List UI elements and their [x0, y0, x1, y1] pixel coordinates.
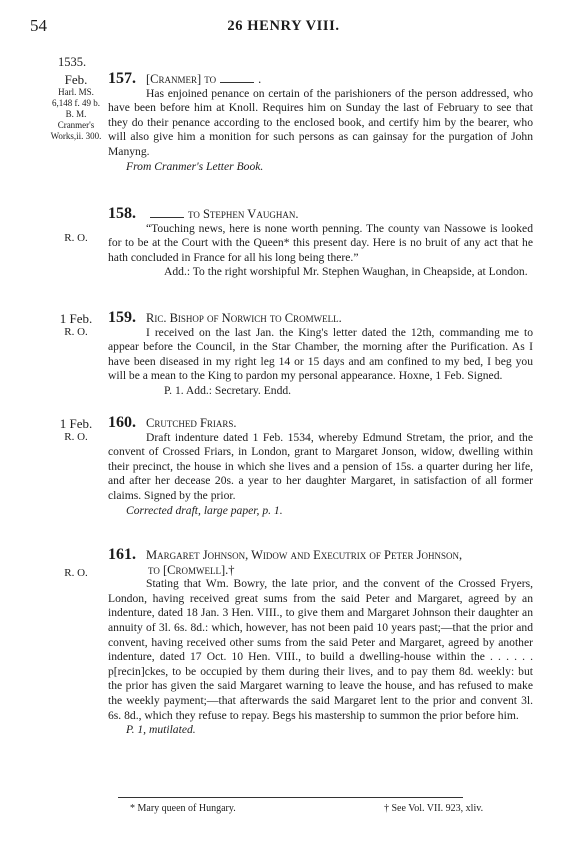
entry-heading: Ric. Bishop of Norwich to Cromwell. — [146, 311, 342, 325]
margin-ref: Cranmer's — [57, 120, 95, 130]
margin-note-157 — [34, 72, 118, 142]
footnote-divider — [118, 797, 463, 798]
entry-body: Has enjoined penance on certain of the parishioners of the person addressed, who have been before him at Knoll. Requires him on Sunday the last of February to see that they do their penance according to the enclosed book, and certify him by the bearer, who will also give him a monition for such persons as can gainsay for the purgation of John Manyng. — [108, 86, 533, 158]
heading-end: . — [258, 72, 262, 86]
margin-ref: R. O. — [64, 567, 88, 579]
margin-note-158 — [34, 232, 118, 244]
margin-note-161 — [34, 567, 118, 579]
entry-body: I received on the last Jan. the King's letter dated the 12th, commanding me to appear before the Council, in the Star Chamber, the morning after the Purification. As I have been diseased in my right leg 14 or 15 days and am confined to my bed, I beg you will be a mean to the King to pardon my personal appearance. Hoxne, 1 Feb. Signed. — [108, 325, 533, 383]
margin-ref: Works,ii. 300. — [50, 131, 102, 141]
entry-161 — [108, 548, 533, 738]
entry-body: Draft indenture dated 1 Feb. 1534, whereby Edmund Stretam, the prior, and the convent of Crossed Friars, in London, grant to Margaret Jonson, widow, dwelling within their precinct, the house in which she lives and a pension of 15s. a quarter during her life, and after her decease 20s. a year to her daughter Margaret, in satisfaction of all former claims. Signed by the prior. — [108, 430, 533, 502]
margin-ref: B. M. — [65, 109, 87, 119]
margin-date: 1 Feb. — [59, 416, 93, 431]
running-title: 26 HENRY VIII. — [227, 18, 340, 34]
margin-ref: R. O. — [64, 326, 88, 338]
year-label: 1535. — [58, 55, 87, 69]
margin-ref: R. O. — [64, 232, 88, 244]
entry-number: 159. — [108, 309, 136, 326]
entry-note: P. 1, mutilated. — [126, 723, 196, 737]
margin-date: Feb. — [64, 72, 88, 87]
margin-note-159 — [34, 311, 118, 338]
entry-heading: Crutched Friars. — [146, 416, 237, 430]
entry-158 — [108, 207, 533, 280]
margin-ref: Harl. MS. — [58, 87, 94, 97]
entry-body: Stating that Wm. Bowry, the late prior, and the convent of the Crossed Fryers, London, having received great sums from the said Peter and Margaret, agreed by an indenture, dated 18 Jan. 3 Hen. VIII., to give them and Margaret Johnson their daughter an annuity of 3l. 6s. 8d.: which, however, has not been paid 10 years past;—that the prior and convent, having received other sums from the said Peter and Margaret, agreed by another indenture, dated 17 Oct. 10 Hen. VIII., to build a dwelling-house within the . . . . . . p[recin]ckes, to be occupied by them during their lives, and to pay them 8d. weekly: but the prior has given the said Margaret warning to leave the house, and has refused to make the weekly payment;—that afterwards the said Margaret lent to the prior and convent 3l. 6s. 8d., which they refuse to repay. Begs his mastership to summon the prior before him. — [108, 577, 533, 722]
footnote-left: * Mary queen of Hungary. — [130, 803, 236, 814]
dash-rule — [220, 82, 254, 83]
margin-ref: R. O. — [64, 431, 88, 443]
entry-number: 160. — [108, 414, 136, 431]
entry-160 — [108, 416, 533, 518]
entry-note: From Cranmer's Letter Book. — [126, 159, 264, 173]
dash-rule — [150, 217, 184, 218]
margin-date: 1 Feb. — [59, 311, 93, 326]
entry-number: 161. — [108, 546, 136, 563]
entry-number: 158. — [108, 205, 136, 222]
entry-heading-line2: to [Cromwell].† — [148, 562, 235, 577]
entry-note: P. 1. Add.: Secretary. Endd. — [164, 383, 292, 397]
entry-number: 157. — [108, 70, 136, 87]
entry-157 — [108, 72, 533, 174]
margin-note-160 — [34, 416, 118, 443]
page-number: 54 — [30, 16, 47, 35]
entry-heading: [Cranmer] to — [146, 72, 217, 86]
entry-note: Corrected draft, large paper, p. 1. — [126, 503, 283, 517]
entry-note: Add.: To the right worshipful Mr. Stephen Waughan, in Cheapside, at London. — [164, 265, 528, 279]
entry-heading: to Stephen Vaughan. — [188, 207, 299, 221]
entry-heading: Margaret Johnson, Widow and Executrix of Peter Johnson, — [146, 548, 463, 562]
entry-body: “Touching news, here is none worth penning. The county van Nassowe is looked for to be at the Court with the Queen* this present day. Here is no bruit of any act that he hath concluded in France for all his long being there.” — [108, 221, 533, 264]
footnote-right: † See Vol. VII. 923, xliv. — [384, 803, 484, 814]
margin-ref: 6,148 f. 49 b. — [52, 98, 100, 108]
entry-159 — [108, 311, 533, 399]
